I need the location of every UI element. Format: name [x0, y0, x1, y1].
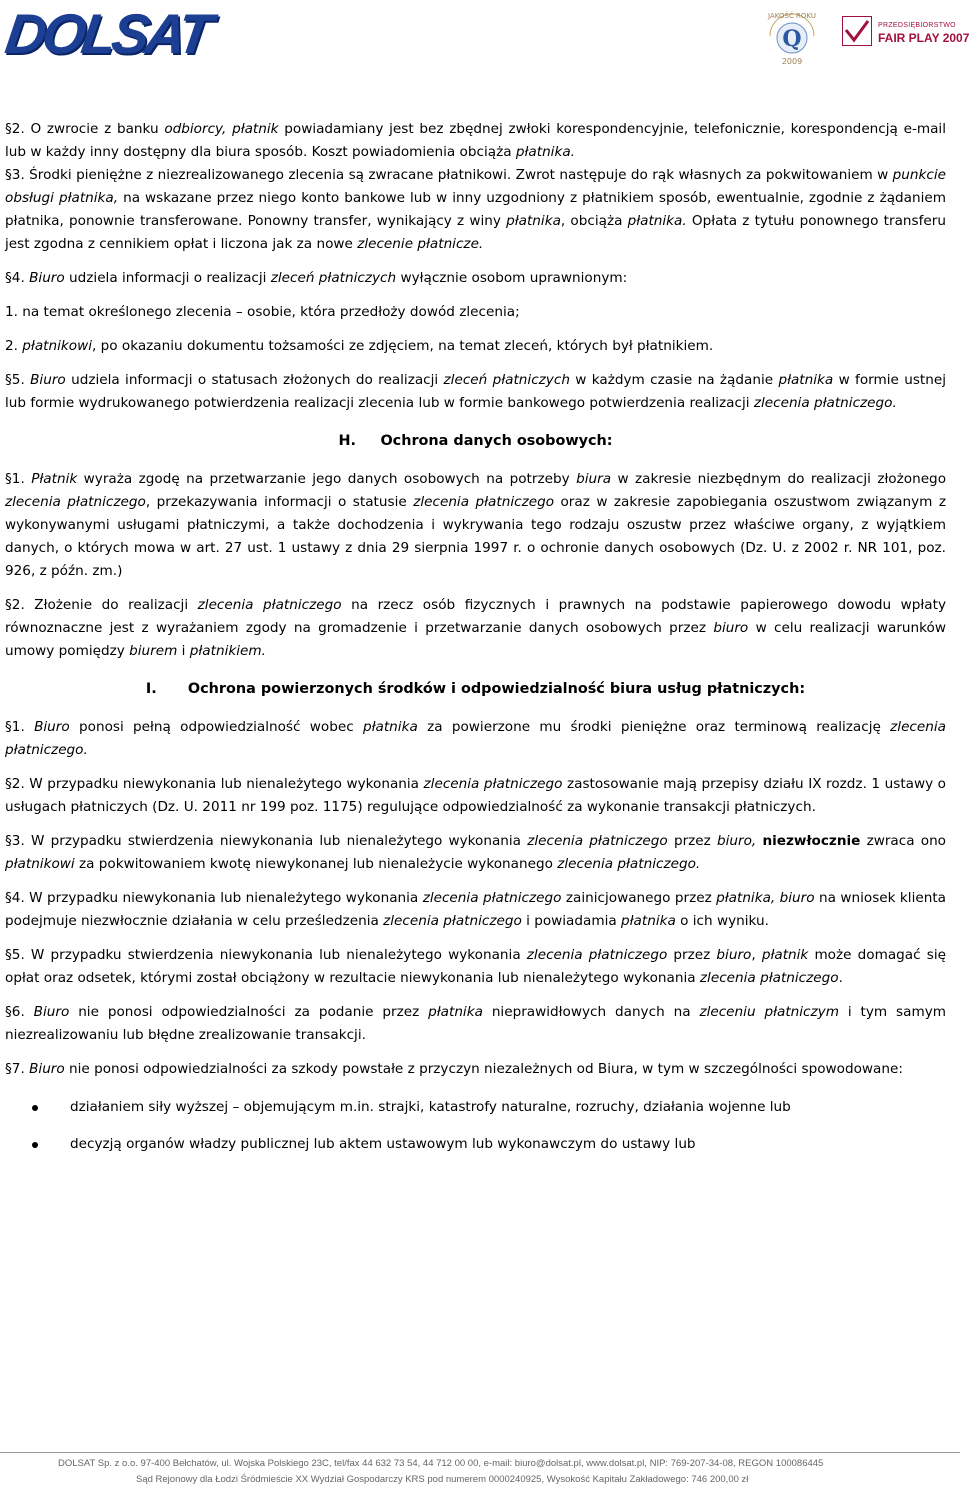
fair-play-small-text: PRZEDSIĘBIORSTWO	[878, 22, 956, 29]
paragraph-i5: §5. W przypadku stwierdzenia niewykonania lub nienależytego wykonania zlecenia płatniczego przez biuro, płatnik może domagać się opłat oraz odsetek, którymi został obciążony w rezultacie niewykonania lub nienależytego wykonania zlecenia płatniczego.	[5, 947, 946, 986]
logo-text: DOLSAT	[1, 2, 213, 65]
section-h-heading: H. Ochrona danych osobowych:	[338, 433, 613, 449]
bullet-icon	[32, 1142, 38, 1148]
bullet-item: działaniem siły wyższej – objemującym m.in. strajki, katastrofy naturalne, rozruchy, działania wojenne lub	[5, 1096, 946, 1119]
footer-divider	[0, 1452, 960, 1453]
bullet-item: decyzją organów władzy publicznej lub aktem ustawowym lub wykonawczym do ustawy lub	[5, 1133, 946, 1156]
paragraph-i6: §6. Biuro nie ponosi odpowiedzialności za podanie przez płatnika nieprawidłowych danych na zleceniu płatniczym i tym samym niezrealizowaniu lub błędne zrealizowanie transakcji.	[5, 1004, 946, 1043]
list-item-2: 2. płatnikowi, po okazaniu dokumentu tożsamości ze zdjęciem, na temat zleceń, których był płatnikiem.	[5, 338, 714, 354]
bullet-icon	[32, 1105, 38, 1111]
page-header	[0, 0, 969, 76]
paragraph-status-info: §5. Biuro udziela informacji o statusach złożonych do realizacji zleceń płatniczych w każdym czasie na żądanie płatnika w formie ustnej lub formie wydrukowanego potwierdzenia realizacji zlecenia lub w formie bankowego potwierdzenia realizacji zlecenia płatniczego.	[5, 372, 946, 411]
section-i-heading: I. Ochrona powierzonych środków i odpowiedzialność biura usług płatniczych:	[145, 681, 806, 697]
paragraph-funds-return: §3. Środki pieniężne z niezrealizowanego zlecenia są zwracane płatnikowi. Zwrot następuje do rąk własnych za pokwitowaniem w punkcie obsługi płatnika, na wskazane przez niego konto bankowe lub w inny uzgodniony z płatnikiem sposób, ewentualnie, zgodnie z żądaniem płatnika, ponownie transferowane. Ponowny transfer, wynikający z winy płatnika, obciąża płatnika. Opłata z tytułu ponownego transferu jest zgodna z cennikiem opłat i liczona jak za nowe zlecenie płatnicze.	[5, 167, 946, 252]
fair-play-title: FAIR PLAY 2007	[878, 31, 969, 45]
paragraph-i3: §3. W przypadku stwierdzenia niewykonania lub nienależytego wykonania zlecenia płatniczego przez biuro, niezwłocznie zwraca ono płatnikowi za pokwitowaniem kwotę niewykonanej lub nienależycie wykonanego zlecenia płatniczego.	[5, 833, 947, 872]
paragraph-h1: §1. Płatnik wyraża zgodę na przetwarzanie jego danych osobowych na potrzeby biura w zakresie niezbędnym do realizacji złożonego zlecenia płatniczego, przekazywania informacji o statusie zlecenia płatniczego oraz w zakresie zapobiegania oszustwom związanym z wykonywanymi usługami płatniczymi, a także dochodzenia i wykrywania tego rodzaju oszustw przez właściwe organy, z wyjątkiem danych, o których mowa w art. 27 ust. 1 ustawy z dnia 29 sierpnia 1997 r. o ochronie danych osobowych (Dz. U. z 2002 r. NR 101, poz. 926, z późn. zm.)	[5, 471, 947, 579]
footer-registry-info: Sąd Rejonowy dla Łodzi Śródmieście XX Wydział Gospodarczy KRS pod numerem 0000240925, Wysokość Kapitału Zakładowego: 746 200,00 zł	[136, 1474, 749, 1485]
paragraph-i2: §2. W przypadku niewykonania lub nienależytego wykonania zlecenia płatniczego zastosowanie mają przepisy działu IX rozdz. 1 ustawy o usługach płatniczych (Dz. U. 2011 nr 199 poz. 1175) regulujące odpowiedzialność za wykonanie transakcji płatniczych.	[5, 776, 946, 815]
dolsat-logo	[1, 2, 213, 65]
page-footer	[0, 1452, 960, 1492]
fair-play-check-icon	[842, 16, 872, 46]
document-body	[5, 118, 946, 1156]
paragraph-refund-notice: §2. O zwrocie z banku odbiorcy, płatnik powiadamiany jest bez zbędnej zwłoki korespondencyjnie, telefonicznie, korespondencją e-mail lub w każdy inny dostępny dla biura sposób. Koszt powiadomienia obciąża płatnika.	[5, 121, 946, 160]
footer-company-info: DOLSAT Sp. z o.o. 97-400 Bełchatów, ul. Wojska Polskiego 23C, tel/fax 44 632 73 54, 44 712 00 00, e-mail: biuro@dolsat.pl, www.dolsat.pl, NIP: 769-207-34-08, REGON 100086445	[58, 1458, 824, 1469]
paragraph-i7: §7. Biuro nie ponosi odpowiedzialności za szkody powstałe z przyczyn niezależnych od Biura, w tym w szczególności spowodowane:	[5, 1061, 903, 1077]
paragraph-i1: §1. Biuro ponosi pełną odpowiedzialność wobec płatnika za powierzone mu środki pieniężne oraz terminową realizację zlecenia płatniczego.	[5, 719, 946, 758]
quality-award-icon	[762, 6, 822, 68]
fair-play-logo	[842, 14, 969, 54]
list-item-1: 1. na temat określonego zlecenia – osobie, która przedłoży dowód zlecenia;	[5, 304, 520, 320]
badge-arc-text: JAKOŚĆ ROKU	[768, 12, 816, 20]
badge-year: 2009	[781, 57, 803, 66]
badge-letter: Q	[782, 26, 802, 52]
paragraph-i4: §4. W przypadku niewykonania lub nienależytego wykonania zlecenia płatniczego zainicjowanego przez płatnika, biuro na wniosek klienta podejmuje niezwłocznie działania w celu prześledzenia zlecenia płatniczego i powiadamia płatnika o ich wyniku.	[5, 890, 946, 929]
paragraph-h2: §2. Złożenie do realizacji zlecenia płatniczego na rzecz osób fizycznych i prawnych na podstawie papierowego dowodu wpłaty równoznaczne jest z wyrażaniem zgody na gromadzenie i przetwarzanie danych osobowych przez biuro w celu realizacji warunków umowy pomiędzy biurem i płatnikiem.	[5, 597, 946, 659]
paragraph-info-authorized: §4. Biuro udziela informacji o realizacji zleceń płatniczych wyłącznie osobom uprawnionym:	[5, 270, 628, 286]
